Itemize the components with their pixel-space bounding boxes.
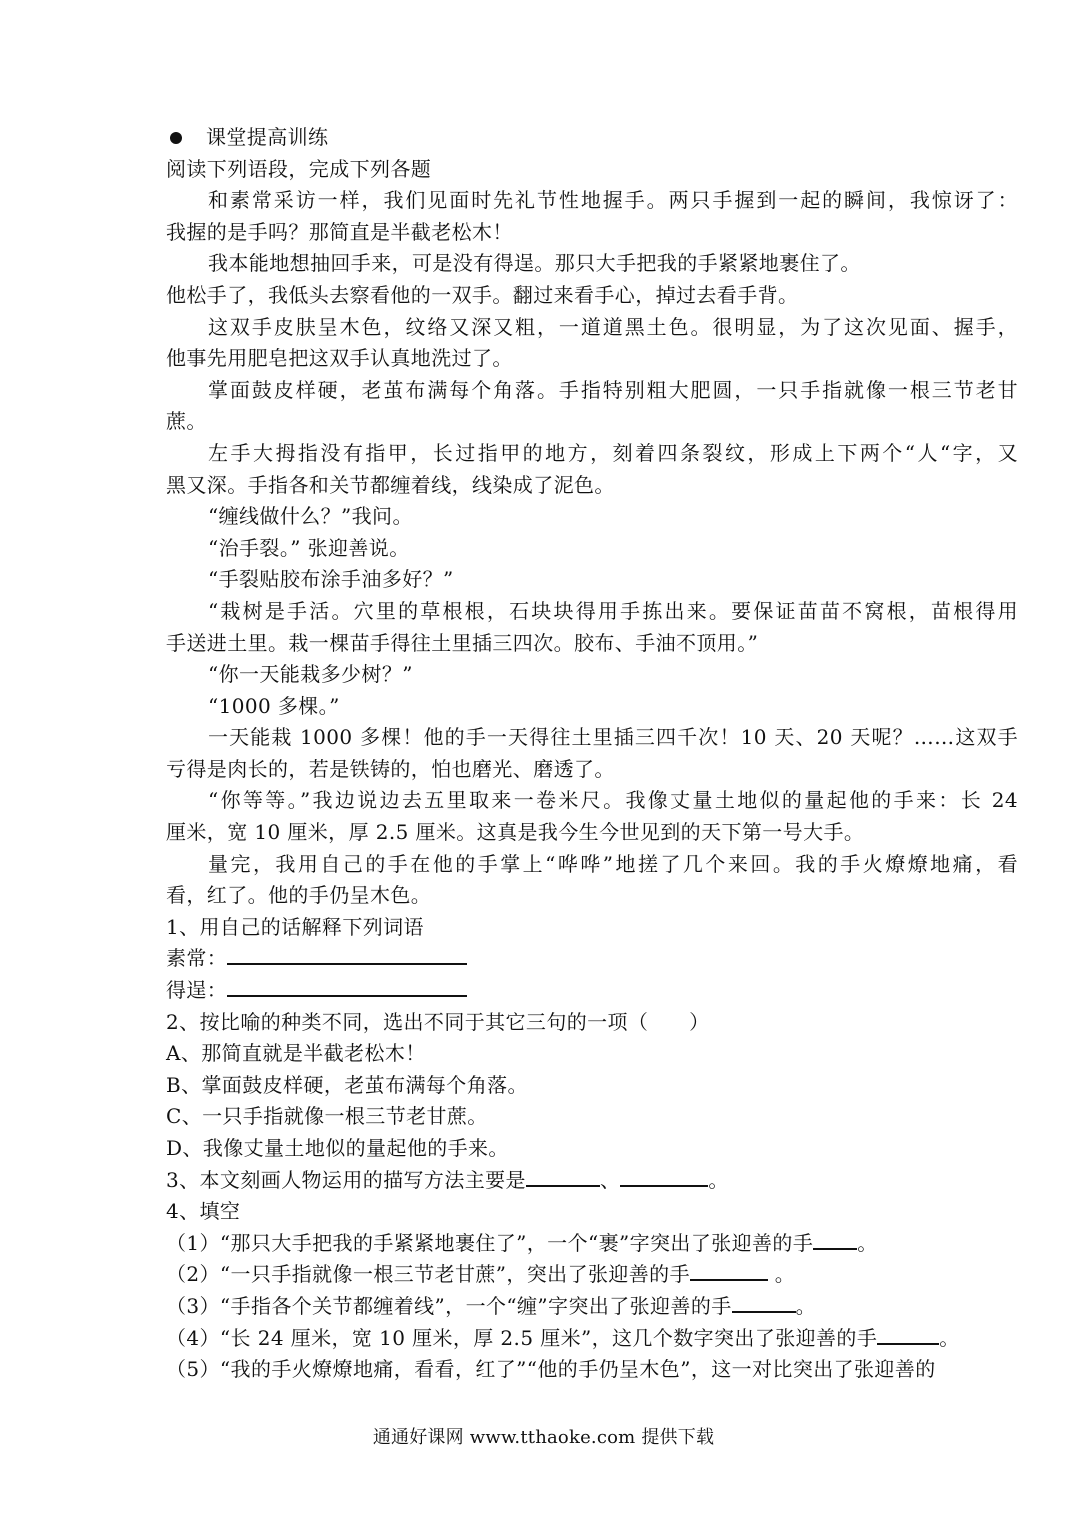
passage-line: 他松手了，我低头去察看他的一双手。翻过来看手心，掉过去看手背。: [166, 282, 799, 307]
question-1-term: [166, 943, 1018, 975]
passage-line: 蔗。: [166, 409, 207, 434]
bullet-icon: [170, 132, 182, 144]
term-label: 素常：: [166, 946, 228, 971]
question-2-title: 2、按比喻的种类不同，选出不同于其它三句的一项（ ）: [166, 1009, 710, 1034]
end-mark: 。: [795, 1293, 817, 1318]
option-line: C、一只手指就像一根三节老甘蔗。: [166, 1104, 488, 1129]
fill-item-text: （5）“我的手火燎燎地痛，看看，红了”“他的手仍呈木色”，这一对比突出了张迎善的: [166, 1357, 936, 1382]
passage-line: 这双手皮肤呈木色，纹络又深又粗，一道道黑土色。很明显，为了这次见面、握手，: [208, 314, 1018, 339]
question-3: [166, 1165, 1018, 1197]
end-mark: 。: [939, 1325, 960, 1350]
answer-blank[interactable]: [877, 1323, 939, 1345]
passage-line: 我握的是手吗？那简直是半截老松木！: [166, 219, 513, 244]
passage-line: “你等等。”我边说边去五里取来一卷米尺。我像丈量土地似的量起他的手来：长 24: [208, 788, 1018, 813]
question-3-text: 3、本文刻画人物运用的描写方法主要是: [166, 1167, 526, 1192]
answer-blank[interactable]: [526, 1165, 600, 1187]
end-mark: 。: [767, 1262, 796, 1287]
option-line: D、我像丈量土地似的量起他的手来。: [166, 1136, 509, 1160]
fill-item: [166, 1323, 1018, 1355]
instruction: 阅读下列语段，完成下列各题: [166, 156, 432, 181]
passage-line: 我本能地想抽回手来，可是没有得逞。那只大手把我的手紧紧地裹住了。: [208, 251, 861, 276]
passage-line: 看，红了。他的手仍呈木色。: [166, 883, 432, 908]
passage-line: 掌面鼓皮样硬，老茧布满每个角落。手指特别粗大肥圆，一只手指就像一根三节老甘: [208, 377, 1018, 402]
fill-item-text: （4）“长 24 厘米，宽 10 厘米，厚 2.5 厘米”，这几个数字突出了张迎善的手: [166, 1325, 878, 1350]
end-mark: 。: [857, 1230, 878, 1255]
passage-line: “1000 多棵。”: [208, 693, 340, 718]
term-label: 得逞：: [166, 978, 228, 1003]
passage-line: 亏得是肉长的，若是铁铸的，怕也磨光、磨透了。: [166, 756, 615, 781]
footer-source: 通通好课网 www.tthaoke.com 提供下载: [372, 1427, 715, 1448]
passage-line: “栽树是手活。穴里的草根根，石块块得用手拣出来。要保证苗苗不窝根，苗根得用: [208, 598, 1018, 623]
fill-item: [166, 1259, 1018, 1291]
passage-line: 厘米，宽 10 厘米，厚 2.5 厘米。这真是我今生今世见到的天下第一号大手。: [166, 820, 865, 845]
option-line: A、那简直就是半截老松木！: [166, 1041, 426, 1066]
passage-line: 一天能栽 1000 多棵！他的手一天得往土里插三四千次！10 天、20 天呢？……这双手: [208, 725, 1018, 750]
answer-blank[interactable]: [813, 1228, 857, 1250]
answer-blank[interactable]: [227, 975, 467, 997]
answer-blank[interactable]: [227, 943, 467, 965]
fill-item-text: （1）“那只大手把我的手紧紧地裹住了”，一个“裹”字突出了张迎善的手: [166, 1230, 814, 1255]
passage-line: “你一天能栽多少树？”: [208, 662, 413, 687]
passage-line: “缠线做什么？”我问。: [208, 504, 413, 529]
section-title: 课堂提高训练: [206, 125, 329, 149]
fill-item: [166, 1291, 1018, 1323]
section-heading: [166, 122, 1018, 154]
fill-item: [166, 1228, 1018, 1260]
passage-line: 手送进土里。栽一棵苗手得往土里插三四次。胶布、手油不顶用。”: [166, 630, 759, 655]
worksheet-page: [166, 122, 1018, 1386]
passage-line: 左手大拇指没有指甲，长过指甲的地方，刻着四条裂纹，形成上下两个“人“字，又: [208, 440, 1018, 465]
passage-line: 黑又深。手指各和关节都缠着线，线染成了泥色。: [166, 472, 615, 497]
answer-blank[interactable]: [620, 1165, 708, 1187]
question-1-term: [166, 975, 1018, 1007]
fill-item-text: （3）“手指各个关节都缠着线”，一个“缠”字突出了张迎善的手: [166, 1293, 732, 1318]
option-line: B、掌面鼓皮样硬，老茧布满每个角落。: [166, 1072, 528, 1097]
end-mark: 。: [708, 1167, 729, 1192]
answer-blank[interactable]: [732, 1291, 796, 1313]
passage-line: 他事先用肥皂把这双手认真地洗过了。: [166, 346, 513, 371]
answer-blank[interactable]: [690, 1259, 768, 1281]
passage-line: “治手裂。” 张迎善说。: [208, 535, 410, 560]
separator: 、: [599, 1167, 621, 1192]
question-1-title: 1、用自己的话解释下列词语: [166, 914, 424, 939]
question-4-title: 4、填空: [166, 1199, 241, 1224]
fill-item-text: （2）“一只手指就像一根三节老甘蔗”，突出了张迎善的手: [166, 1262, 690, 1287]
passage-line: 和素常采访一样，我们见面时先礼节性地握手。两只手握到一起的瞬间，我惊讶了：: [208, 188, 1018, 213]
passage-line: 量完，我用自己的手在他的手掌上“哗哗”地搓了几个来回。我的手火燎燎地痛，看: [208, 851, 1018, 876]
fill-item: [166, 1354, 1018, 1386]
passage-line: “手裂贴胶布涂手油多好？”: [208, 567, 454, 592]
